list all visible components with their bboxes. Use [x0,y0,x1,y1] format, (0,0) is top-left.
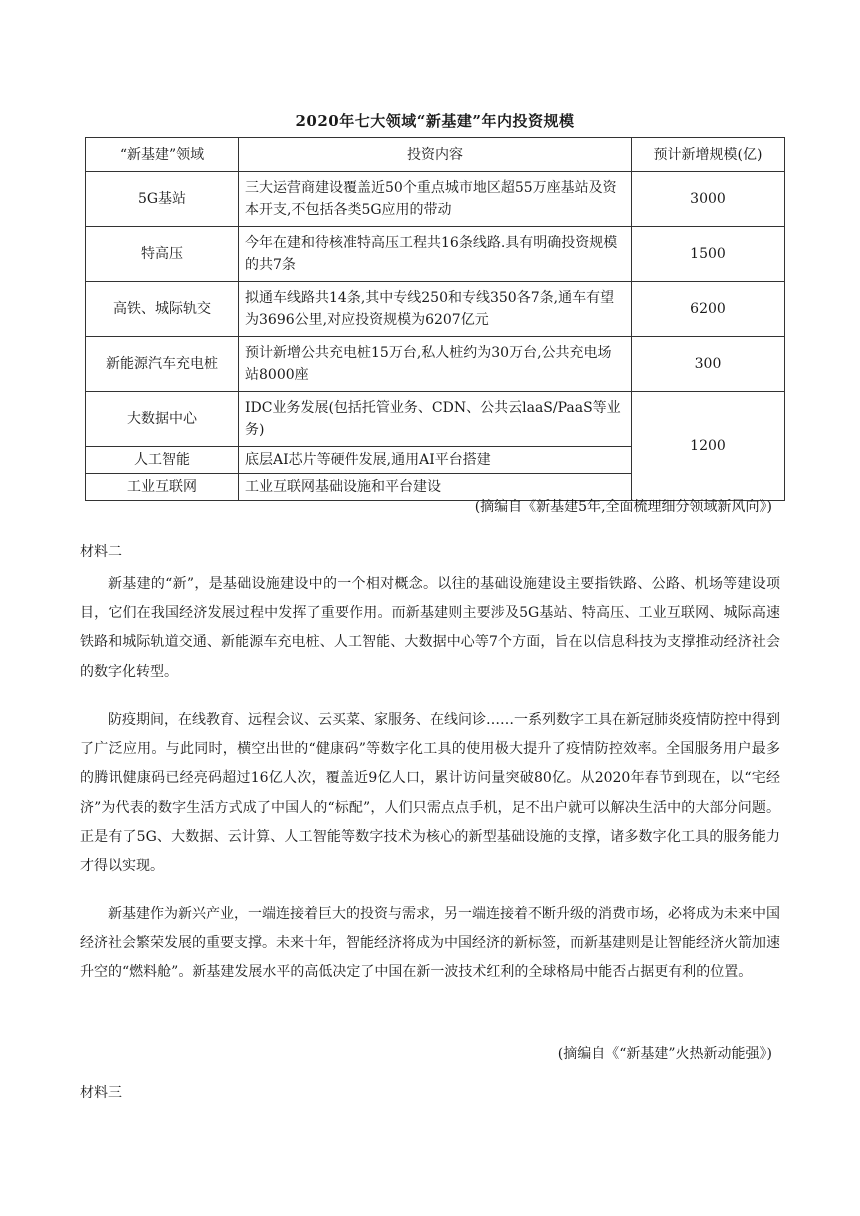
row-scale-merged: 1200 [632,392,785,501]
table-row [86,227,785,282]
table-title: 2020年七大领域“新基建”年内投资规模 [295,112,575,130]
material-2-source-citation: (摘编自《“新基建”火热新动能强》) [557,1046,772,1062]
header-content: 投资内容 [239,138,632,172]
investment-table [85,137,785,501]
paragraph: 新基建的“新”，是基础设施建设中的一个相对概念。以往的基础设施建设主要指铁路、公路、机场等建设项目，它们在我国经济发展过程中发挥了重要作用。而新基建则主要涉及5G基站、特高压、工业互联网、城际高速铁路和城际轨道交通、新能源车充电桩、人工智能、大数据中心等7个方面，旨在以信息科技为支撑推动经济社会的数字化转型。 [80,576,780,680]
row-scale: 6200 [632,282,785,337]
row-content: 今年在建和待核准特高压工程共16条线路.具有明确投资规模的共7条 [239,227,632,282]
row-content: 预计新增公共充电桩15万台,私人桩约为30万台,公共充电场站8000座 [239,337,632,392]
row-field: 特高压 [86,227,239,282]
row-field: 5G基站 [86,172,239,227]
row-content: IDC业务发展(包括托管业务、CDN、公共云laaS/PaaS等业务) [239,392,632,447]
row-content: 工业互联网基础设施和平台建设 [239,474,632,501]
row-content: 三大运营商建设覆盖近50个重点城市地区超55万座基站及资本开支,不包括各类5G应用的带动 [239,172,632,227]
material-3-heading: 材料三 [80,1085,122,1101]
row-content: 底层AI芯片等硬件发展,通用AI平台搭建 [239,447,632,474]
row-field: 大数据中心 [86,392,239,447]
row-scale: 300 [632,337,785,392]
material-2-heading: 材料二 [80,544,122,560]
row-field: 工业互联网 [86,474,239,501]
table-row [86,282,785,337]
row-field: 人工智能 [86,447,239,474]
row-scale: 3000 [632,172,785,227]
header-scale: 预计新增规模(亿) [632,138,785,172]
table-source-citation: (摘编自《新基建5年,全面梳理细分领域新风向》) [474,499,772,515]
table-header-row [86,138,785,172]
table-row [86,337,785,392]
paragraph: 防疫期间，在线教育、远程会议、云买菜、家服务、在线问诊……一系列数字工具在新冠肺炎疫情防控中得到了广泛应用。与此同时，横空出世的“健康码”等数字化工具的使用极大提升了疫情防控效率。全国服务用户最多的腾讯健康码已经亮码超过16亿人次，覆盖近9亿人口，累计访问量突破80亿。从2020年春节到现在，以“宅经济”为代表的数字生活方式成了中国人的“标配”，人们只需点点手机，足不出户就可以解决生活中的大部分问题。正是有了5G、大数据、云计算、人工智能等数字技术为核心的新型基础设施的支撑，诸多数字化工具的服务能力才得以实现。 [80,712,780,875]
paragraph: 新基建作为新兴产业，一端连接着巨大的投资与需求，另一端连接着不断升级的消费市场，必将成为未来中国经济社会繁荣发展的重要支撑。未来十年，智能经济将成为中国经济的新标签，而新基建则是让智能经济火箭加速升空的“燃料舱”。新基建发展水平的高低决定了中国在新一波技术红利的全球格局中能否占据更有利的位置。 [80,906,780,981]
row-content: 拟通车线路共14条,其中专线250和专线350各7条,通车有望为3696公里,对应投资规模为6207亿元 [239,282,632,337]
row-field: 新能源汽车充电桩 [86,337,239,392]
table-row [86,172,785,227]
row-field: 高铁、城际轨交 [86,282,239,337]
table-row [86,392,785,447]
row-scale: 1500 [632,227,785,282]
header-field: “新基建”领域 [86,138,239,172]
